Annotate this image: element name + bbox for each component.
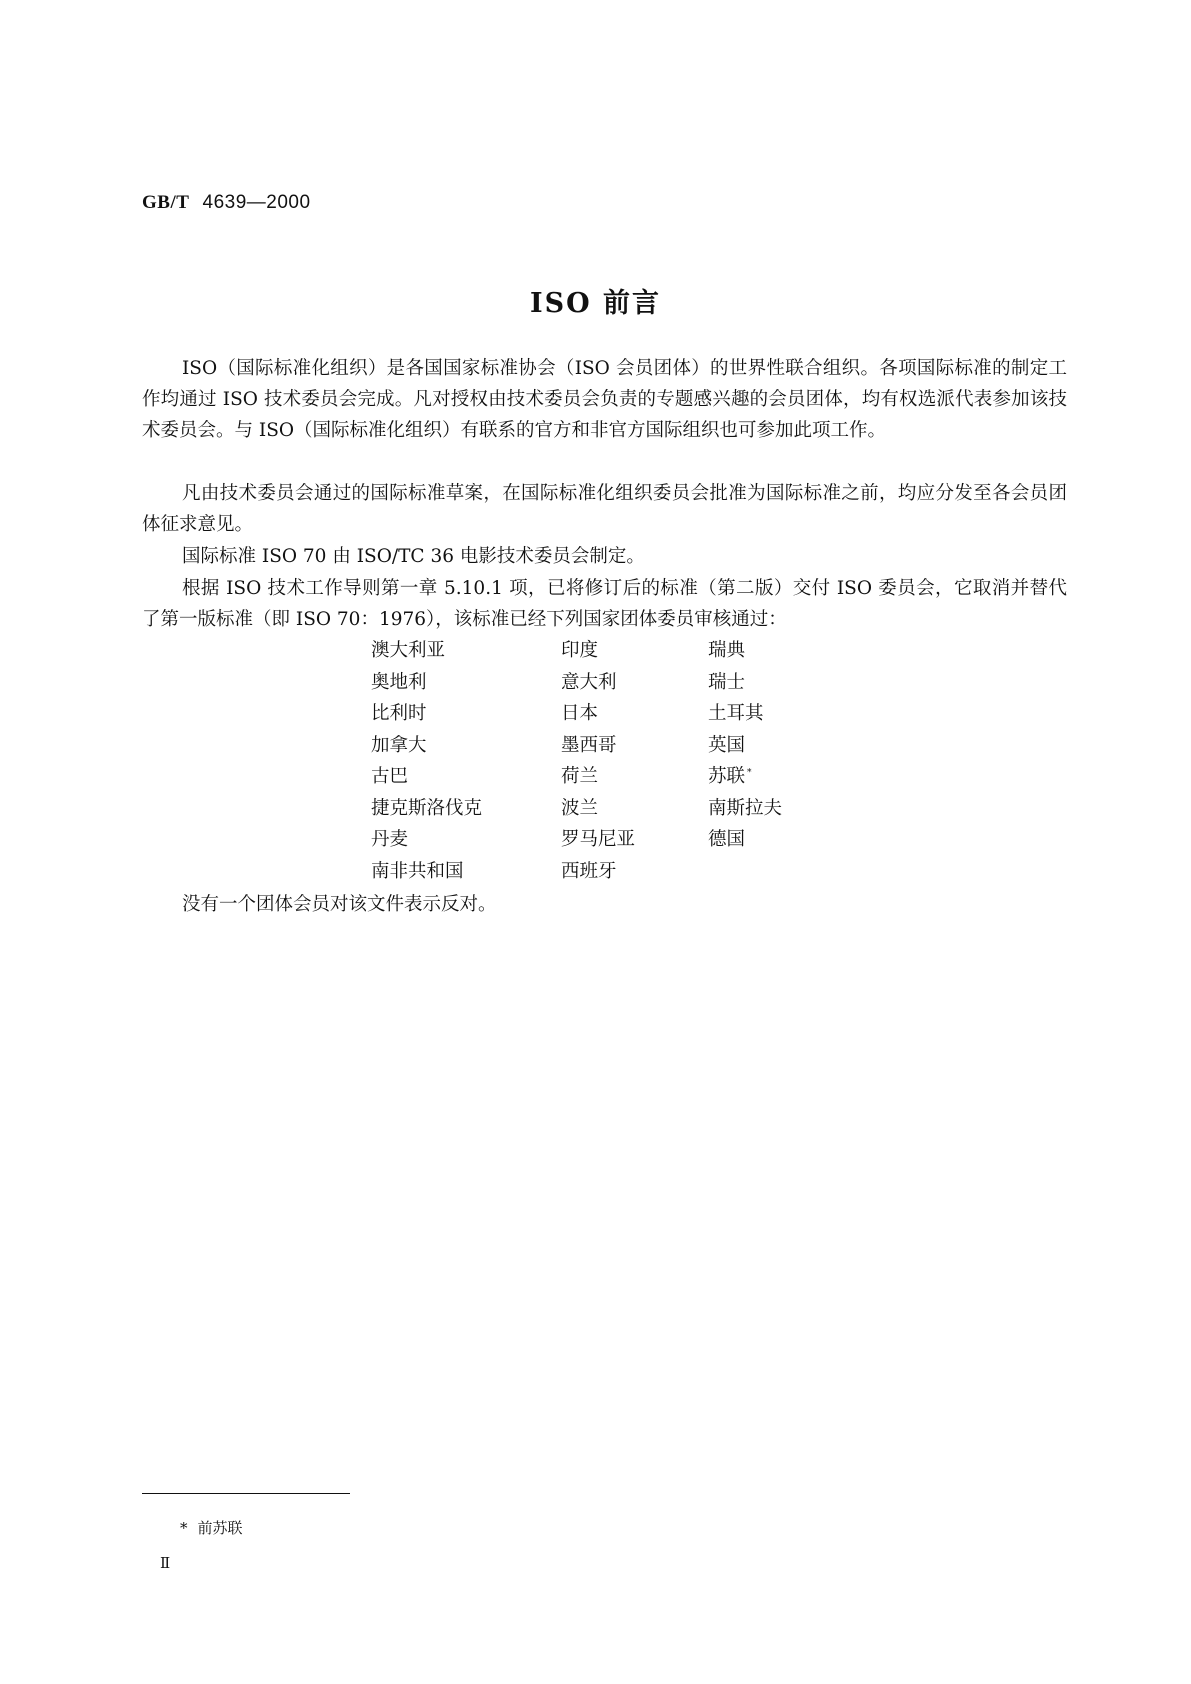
footnote-text: 前苏联: [197, 1519, 243, 1537]
page-number: Ⅱ: [160, 1554, 171, 1572]
country-name: 苏联: [708, 766, 746, 787]
paragraph-draft-circulation: 凡由技术委员会通过的国际标准草案，在国际标准化组织委员会批准为国际标准之前，均应分发至各会员团体征求意见。: [142, 483, 1067, 535]
country-item-with-footnote: [708, 762, 828, 794]
paragraph-iso70-origin: 国际标准 ISO 70 由 ISO/TC 36 电影技术委员会制定。: [182, 546, 645, 567]
country-item: 丹麦: [371, 829, 409, 850]
paragraph-iso-intro: ISO（国际标准化组织）是各国国家标准协会（ISO 会员团体）的世界性联合组织。各项国际标准的制定工作均通过 ISO 技术委员会完成。凡对授权由技术委员会负责的专题感兴趣的会员团体，均有权选派代表参加该技术委员会。与 ISO（国际标准化组织）有联系的官方和非官方国际组织也可参加此项工作。: [142, 358, 1067, 441]
approving-countries-list: [371, 636, 828, 888]
country-item: 加拿大: [371, 734, 427, 756]
document-code: [142, 191, 311, 214]
country-item: 比利时: [371, 703, 427, 724]
country-item: 西班牙: [561, 860, 617, 882]
country-item: 荷兰: [561, 766, 599, 787]
country-item: 罗马尼亚: [561, 829, 636, 850]
country-item: 德国: [708, 829, 746, 850]
country-item: 古巴: [371, 766, 409, 787]
country-item: 澳大利亚: [371, 640, 446, 661]
country-item: 捷克斯洛伐克: [371, 797, 483, 819]
footnote-divider: [142, 1493, 350, 1494]
country-item: 南非共和国: [371, 860, 464, 882]
closing-statement: 没有一个团体会员对该文件表示反对。: [182, 894, 497, 915]
country-item-empty: [708, 857, 828, 889]
country-item: 波兰: [561, 797, 599, 819]
country-item: 墨西哥: [561, 734, 617, 756]
country-item: 奥地利: [371, 671, 427, 693]
footnote-marker: *: [180, 1519, 188, 1537]
country-item: 意大利: [561, 671, 617, 693]
country-item: 南斯拉夫: [708, 797, 783, 819]
paragraph-revision-approval: 根据 ISO 技术工作导则第一章 5.10.1 项，已将修订后的标准（第二版）交付 ISO 委员会，它取消并替代了第一版标准（即 ISO 70：1976），该标准已经下列国家团体委员审核通过：: [142, 578, 1067, 630]
footnote: [180, 1517, 243, 1538]
country-item: 瑞典: [708, 640, 746, 661]
page-title: ISO 前言: [529, 288, 662, 319]
country-item: 日本: [561, 703, 599, 724]
country-item: 印度: [561, 640, 599, 661]
standard-prefix: GB/T: [142, 192, 190, 213]
footnote-reference: *: [747, 768, 752, 778]
country-item: 瑞士: [708, 671, 746, 693]
country-item: 英国: [708, 734, 746, 756]
standard-number: 4639—2000: [202, 192, 311, 213]
country-item: 土耳其: [708, 703, 764, 724]
